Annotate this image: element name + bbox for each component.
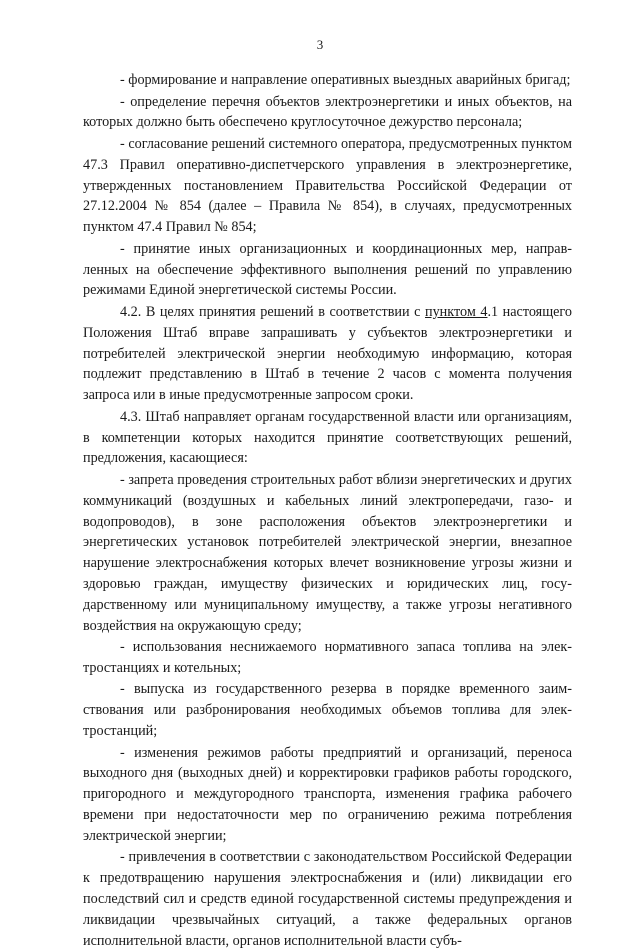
paragraph-system-operator-decisions: - согласование решений системного оператора, предусмотренных пунктом 47.3 Правил оперативно-диспетчерского управления в электроэнергетике, утвержденных постановлением Правительства Российской Федерации от 27.12.2004 № 854 (далее – Правила № 854), в случаях, предусмотренных пунктом 47.4 Правил № 854;	[83, 135, 572, 236]
paragraph-construction-ban: - запрета проведения строительных работ вблизи энергетических и других коммуникаций (воздушных и кабельных линий электропередачи, газо- и водопроводов), в зоне расположения объектов электроэнергетики и энергетических установок потребителей электрической энергии, внезапное нарушение электроснабжения которых влечет возникновение угрозы жизни и здоровью граждан, имуществу физических и юридических лиц, государственному или муниципальному имуществу, а также угрозы негативного воздействия на окружающую среду;	[83, 471, 572, 634]
paragraph-state-reserve: - выпуска из государственного резерва в порядке временного заимствования или разбронирования необходимых объемов топлива для электростанций;	[83, 681, 572, 740]
document-body	[83, 70, 572, 952]
paragraph-4-2-text-after: .1 настоящего Положения Штаб вправе запрашивать у субъектов электроэнергетики и потребителей электрической энергии необходимую информацию, которая подлежит представлению в Штаб в течение 2 часов с момента получения запроса или в иные предусмотренные запросом сроки.	[83, 303, 572, 404]
clause-4-link[interactable]: пунктом 4	[425, 303, 488, 320]
paragraph-work-schedules: - изменения режимов работы предприятий и организаций, переноса выходного дня (выходных дней) и корректировки графиков работы городского, пригородного и междугородного транспорта, изменения графика рабочего времени при недостаточности мер по ограничению режима потребления электрической энергии;	[83, 744, 572, 844]
paragraph-duty-objects-list: - определение перечня объектов электроэнергетики и иных объектов, на которых должно быть обеспечено круглосуточное дежурство персонала;	[83, 93, 572, 131]
paragraph-emergency-teams: - формирование и направление оперативных выездных аварийных бригад;	[120, 72, 571, 88]
paragraph-4-2-text-before: 4.2. В целях принятия решений в соответствии с	[120, 303, 425, 320]
paragraph-4-2	[83, 302, 572, 406]
paragraph-other-measures: - принятие иных организационных и координационных мер, направленных на обеспечение эффективного выполнения решений по управлению режимами Единой энергетической системы России.	[83, 240, 572, 299]
paragraph-fuel-reserve: - использования неснижаемого нормативного запаса топлива на электростанциях и котельных;	[83, 639, 572, 676]
paragraph-emergency-forces: - привлечения в соответствии с законодательством Российской Федерации к предотвращению нарушения электроснабжения и (или) ликвидации его последствий сил и средств единой государственной системы предупреждения и ликвидации чрезвычайных ситуаций, а также федеральных органов исполнительной власти, органов исполнительной власти субъ-	[83, 849, 572, 949]
page-number: 3	[316, 37, 324, 52]
paragraph-4-3: 4.3. Штаб направляет органам государственной власти или организациям, в компетенции которых находится принятие соответствующих решений, предложения, касающиеся:	[83, 408, 572, 467]
